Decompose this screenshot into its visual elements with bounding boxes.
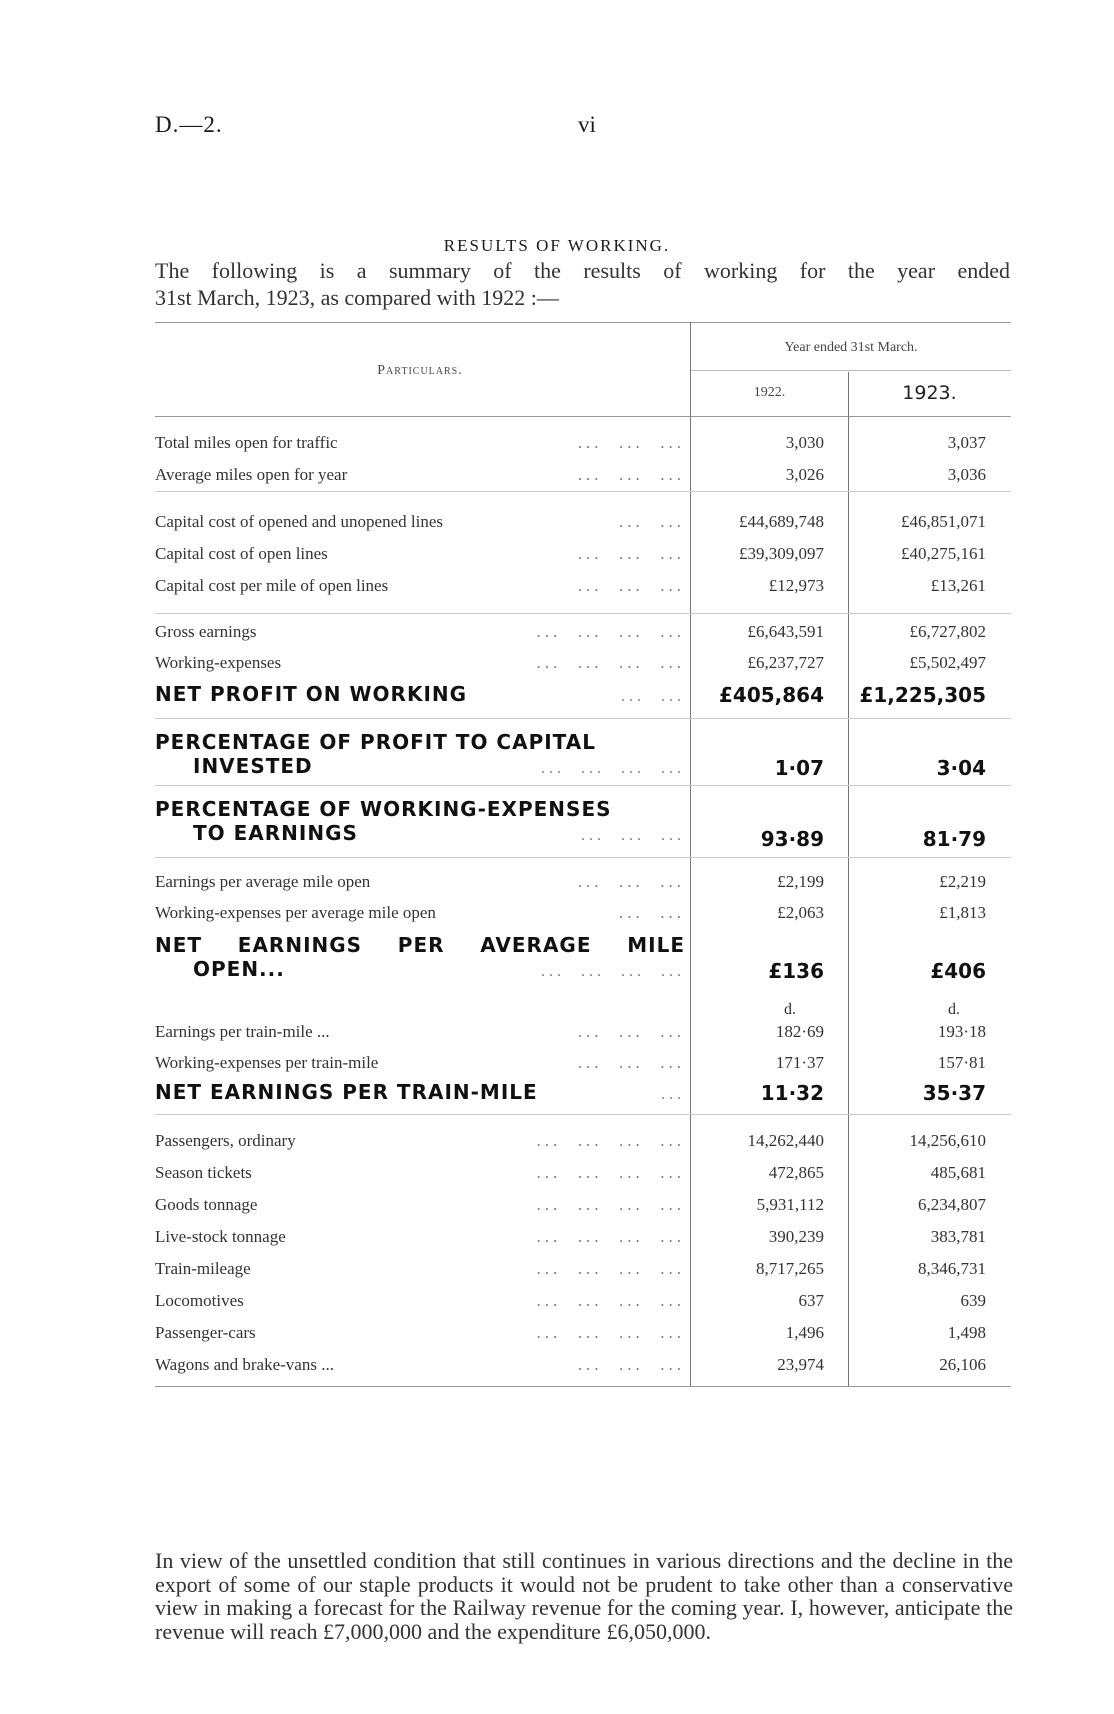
table-row-label: Passenger-cars ... ... ... ... bbox=[155, 1323, 685, 1342]
value-1923: 157·81 bbox=[937, 1053, 986, 1072]
value-1922: £2,063 bbox=[777, 903, 824, 922]
table-row-label: Average miles open for year ... ... ... bbox=[155, 465, 685, 484]
value-1922: £136 bbox=[768, 959, 824, 983]
value-1922: 14,262,440 bbox=[747, 1131, 824, 1150]
table-row-label: Train-mileage ... ... ... ... bbox=[155, 1259, 685, 1278]
table-row-label-bold: PERCENTAGE OF PROFIT TO CAPITAL INVESTED ... ... ... ... bbox=[155, 730, 685, 778]
value-1923: £406 bbox=[930, 959, 986, 983]
table-bottom-rule bbox=[155, 1386, 1011, 1387]
value-1923: 81·79 bbox=[922, 827, 986, 851]
value-1922: 8,717,265 bbox=[756, 1259, 824, 1278]
value-1923: £5,502,497 bbox=[909, 653, 986, 672]
value-1923: £40,275,161 bbox=[901, 544, 986, 563]
table-row-label: Passengers, ordinary ... ... ... ... bbox=[155, 1131, 685, 1150]
value-1923: 3·04 bbox=[936, 756, 986, 780]
intro-paragraph bbox=[155, 257, 1010, 311]
value-1923: 8,346,731 bbox=[918, 1259, 986, 1278]
value-1923: 639 bbox=[960, 1291, 986, 1310]
table-row-label: Wagons and brake-vans ... ... ... ... bbox=[155, 1355, 685, 1374]
value-1923: 26,106 bbox=[939, 1355, 986, 1374]
value-1923: 1,498 bbox=[947, 1323, 986, 1342]
value-1923: 35·37 bbox=[922, 1081, 986, 1105]
value-1923: £6,727,802 bbox=[909, 622, 986, 641]
value-1922: 171·37 bbox=[775, 1053, 824, 1072]
table-row-label: Gross earnings ... ... ... ... bbox=[155, 622, 685, 641]
table-row-label: Locomotives ... ... ... ... bbox=[155, 1291, 685, 1310]
table-row-label-bold: NET EARNINGS PER AVERAGE MILE OPEN... ... ... ... ... bbox=[155, 933, 685, 981]
header-particulars: Particulars. bbox=[377, 363, 463, 378]
table-row-label: Total miles open for traffic ... ... ... bbox=[155, 433, 685, 452]
page-number: vi bbox=[578, 112, 596, 137]
value-1922: £405,864 bbox=[718, 683, 824, 707]
value-1922: 3,030 bbox=[785, 433, 824, 452]
section-rule bbox=[155, 491, 1011, 492]
value-1923: 6,234,807 bbox=[918, 1195, 986, 1214]
value-1922: 5,931,112 bbox=[756, 1195, 824, 1214]
value-1922: 93·89 bbox=[760, 827, 824, 851]
table-row-label: Goods tonnage ... ... ... ... bbox=[155, 1195, 685, 1214]
value-1923: 485,681 bbox=[930, 1163, 986, 1182]
value-1923: 193·18 bbox=[937, 1022, 986, 1041]
table-row-label: Working-expenses per average mile open ... ... bbox=[155, 903, 685, 922]
section-title: RESULTS OF WORKING. bbox=[443, 236, 671, 255]
value-1922: 3,026 bbox=[785, 465, 824, 484]
table-row-label: Capital cost per mile of open lines ... ... ... bbox=[155, 576, 685, 595]
value-1923: 3,037 bbox=[947, 433, 986, 452]
table-row-label-bold: PERCENTAGE OF WORKING-EXPENSES TO EARNINGS ... ... ... bbox=[155, 797, 685, 845]
value-1922: £39,309,097 bbox=[739, 544, 824, 563]
table-row-label: Earnings per average mile open ... ... ... bbox=[155, 872, 685, 891]
value-1922: £6,643,591 bbox=[747, 622, 824, 641]
header-year-ended: Year ended 31st March. bbox=[784, 340, 918, 355]
unit-pence-1923: d. bbox=[948, 1001, 960, 1018]
value-1922: £12,973 bbox=[768, 576, 824, 595]
value-1922: 472,865 bbox=[768, 1163, 824, 1182]
value-1922: 637 bbox=[798, 1291, 824, 1310]
value-1922: £6,237,727 bbox=[747, 653, 824, 672]
value-1922: £44,689,748 bbox=[739, 512, 824, 531]
value-1922: 182·69 bbox=[775, 1022, 824, 1041]
section-rule bbox=[155, 1114, 1011, 1115]
value-1923: 383,781 bbox=[930, 1227, 986, 1246]
section-rule bbox=[155, 857, 1011, 858]
closing-paragraph: In view of the unsettled condition that still continues in various directions and the decline in the export of some of our staple products it would not be prudent to take other than a conservative view in making a forecast for the Railway revenue for the coming year. I, however, anticipate the revenue will reach £7,000,000 and the expenditure £6,050,000. bbox=[155, 1548, 1013, 1644]
value-1923: £46,851,071 bbox=[901, 512, 986, 531]
value-1923: £2,219 bbox=[939, 872, 986, 891]
unit-pence-1922: d. bbox=[784, 1001, 796, 1018]
value-1922: 23,974 bbox=[777, 1355, 824, 1374]
header-subrule bbox=[691, 370, 1011, 371]
table-row-label: Earnings per train-mile ... ... ... ... bbox=[155, 1022, 685, 1041]
value-1922: 390,239 bbox=[768, 1227, 824, 1246]
table-row-label-bold: NET PROFIT ON WORKING ... ... bbox=[155, 682, 685, 706]
header-1922: 1922. bbox=[753, 385, 786, 400]
table-row-label: Working-expenses per train-mile ... ... ... bbox=[155, 1053, 685, 1072]
table-row-label: Capital cost of open lines ... ... ... bbox=[155, 544, 685, 563]
value-1923: 14,256,610 bbox=[909, 1131, 986, 1150]
table-row-label: Capital cost of opened and unopened lines ... ... bbox=[155, 512, 685, 531]
intro-line-1: The following is a summary of the results of working for the year ended bbox=[155, 258, 1010, 283]
section-rule bbox=[155, 785, 1011, 786]
value-1923: £1,813 bbox=[939, 903, 986, 922]
value-1923: £1,225,305 bbox=[859, 683, 986, 707]
table-row-label: Season tickets ... ... ... ... bbox=[155, 1163, 685, 1182]
value-1922: 1·07 bbox=[774, 756, 824, 780]
intro-line-2: 31st March, 1923, as compared with 1922 :— bbox=[155, 285, 559, 310]
header-bottom-rule bbox=[155, 416, 1011, 417]
value-1923: 3,036 bbox=[947, 465, 986, 484]
value-1923: £13,261 bbox=[930, 576, 986, 595]
header-1923: 1923. bbox=[902, 382, 957, 404]
table-row-label: Live-stock tonnage ... ... ... ... bbox=[155, 1227, 685, 1246]
table-row-label: Working-expenses ... ... ... ... bbox=[155, 653, 685, 672]
value-1922: 11·32 bbox=[760, 1081, 824, 1105]
table-top-rule bbox=[155, 322, 1011, 323]
document-reference: D.—2. bbox=[155, 112, 223, 137]
section-rule bbox=[155, 718, 1011, 719]
section-rule bbox=[155, 613, 1011, 614]
table-row-label-bold: NET EARNINGS PER TRAIN-MILE ... bbox=[155, 1080, 685, 1104]
value-1922: 1,496 bbox=[785, 1323, 824, 1342]
value-1922: £2,199 bbox=[777, 872, 824, 891]
